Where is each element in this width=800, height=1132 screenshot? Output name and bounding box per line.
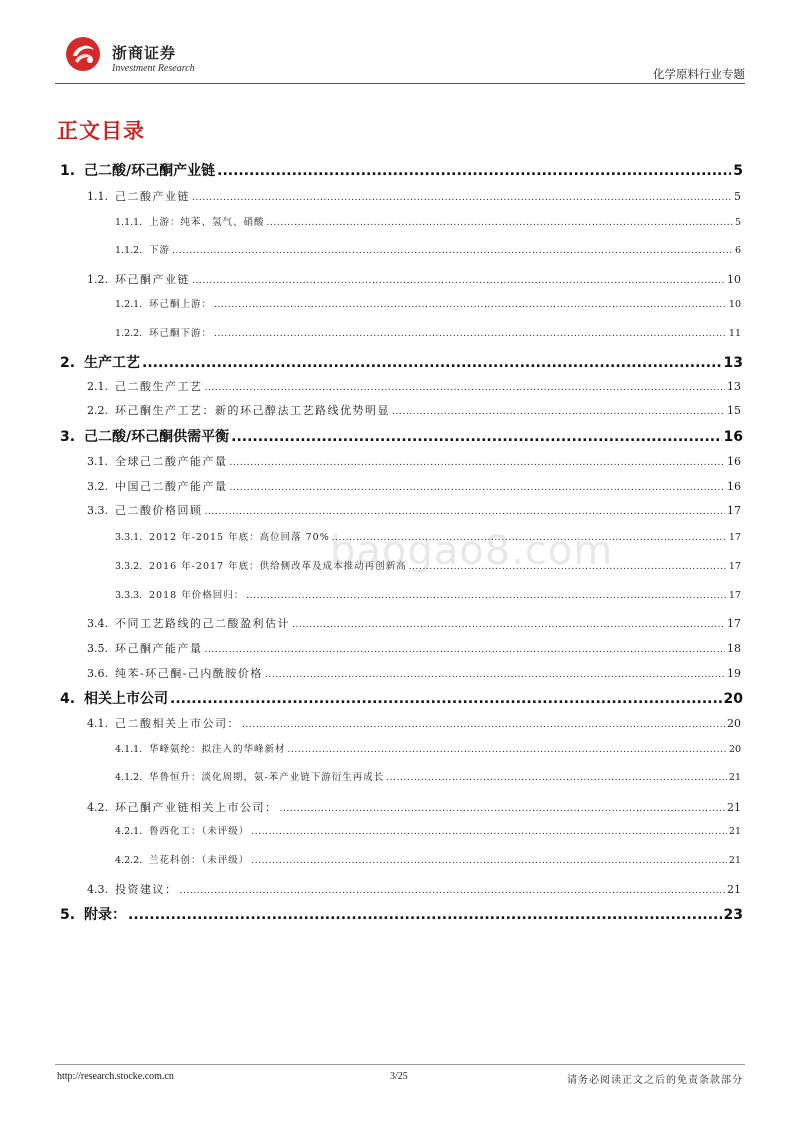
toc-entry-4-1[interactable] (87, 715, 741, 731)
toc-page-number: 5 (733, 163, 743, 179)
toc-entry-3-3[interactable] (87, 502, 741, 518)
toc-title: 环己酮产业链相关上市公司： (115, 801, 278, 814)
toc-leader (180, 883, 726, 896)
toc-title: 己二酸价格回顾 (115, 504, 203, 517)
report-series-title: 化学原料行业专题 (653, 67, 745, 81)
toc-page-number: 20 (727, 717, 741, 730)
toc-leader (142, 355, 722, 371)
toc-page-number: 13 (723, 355, 743, 371)
toc-entry-4[interactable] (60, 688, 743, 708)
toc-entry-1[interactable] (60, 160, 743, 180)
toc-page-number: 17 (728, 590, 741, 601)
toc-number: 3.3.3. (115, 590, 143, 601)
toc-leader (386, 772, 727, 783)
toc-number: 4.3. (87, 883, 108, 896)
toc-page-number: 17 (728, 532, 741, 543)
footer-url-link[interactable]: http://research.stocke.com.cn (57, 1071, 174, 1082)
toc-page-number: 21 (727, 801, 741, 814)
toc-entry-4-2[interactable] (87, 799, 741, 815)
toc-entry-3-3-3[interactable] (115, 587, 741, 601)
toc-title: 环己酮生产工艺：新的环己醇法工艺路线优势明显 (115, 404, 390, 417)
toc-number: 4.1.1. (115, 744, 143, 755)
toc-leader (288, 744, 727, 755)
toc-title: 不同工艺路线的己二酸盈利估计 (115, 617, 290, 630)
toc-leader (230, 480, 726, 493)
toc-page-number: 20 (723, 691, 743, 707)
toc-title: 2012 年-2015 年底：高位回落 70% (149, 532, 330, 543)
toc-title: 相关上市公司 (84, 691, 168, 707)
toc-page-number: 17 (727, 504, 741, 517)
toc-page-number: 19 (727, 667, 741, 680)
toc-page-number: 21 (728, 772, 741, 783)
toc-title: 华峰氨纶：拟注入的华峰新材 (149, 744, 286, 755)
header-divider (55, 83, 745, 84)
toc-number: 3.6. (87, 667, 108, 680)
toc-leader (128, 907, 722, 923)
toc-number: 5. (60, 907, 76, 923)
toc-leader (192, 190, 732, 203)
toc-number: 1.2. (87, 273, 108, 286)
toc-entry-1-2[interactable] (87, 271, 741, 287)
footer-divider (55, 1064, 745, 1065)
toc-entry-4-1-2[interactable] (115, 769, 741, 783)
toc-title: 中国己二酸产能产量 (115, 480, 228, 493)
toc-leader (192, 273, 725, 286)
toc-title: 鲁西化工：（未评级） (149, 826, 250, 837)
toc-number: 1. (60, 163, 76, 179)
toc-number: 4. (60, 691, 76, 707)
toc-entry-3-4[interactable] (87, 615, 741, 631)
toc-entry-3-6[interactable] (87, 665, 741, 681)
toc-entry-2-2[interactable] (87, 402, 741, 418)
toc-title: 全球己二酸产能产量 (115, 455, 228, 468)
logo-chinese-name: 浙商证券 (112, 44, 177, 62)
toc-title: 上游：纯苯、氢气、硝酸 (149, 217, 265, 228)
toc-number: 3.3. (87, 504, 108, 517)
toc-title: 华鲁恒升：淡化周期，氨-苯产业链下游衍生再成长 (149, 772, 385, 783)
toc-title: 纯苯-环己酮-己内酰胺价格 (115, 667, 263, 680)
logo-english-name: Investment Research (112, 63, 195, 74)
toc-title: 环己酮产能产量 (115, 642, 203, 655)
toc-number: 3.3.2. (115, 561, 143, 572)
toc-leader (172, 245, 733, 256)
toc-leader (280, 801, 726, 814)
toc-title: 环己酮上游： (149, 299, 213, 310)
toc-title: 己二酸产业链 (115, 190, 190, 203)
toc-page-number: 21 (728, 855, 741, 866)
toc-title: 2018 年价格回归： (149, 590, 245, 601)
toc-title: 己二酸生产工艺 (115, 380, 203, 393)
toc-leader (242, 717, 725, 730)
toc-page-number: 18 (727, 642, 741, 655)
toc-number: 1.1.1. (115, 217, 143, 228)
toc-number: 1.2.2. (115, 328, 143, 339)
toc-page-number: 11 (728, 328, 741, 339)
toc-page-number: 10 (728, 299, 741, 310)
toc-number: 3. (60, 429, 76, 445)
toc-page-number: 20 (728, 744, 741, 755)
toc-leader (217, 163, 731, 179)
toc-title: 己二酸/环己酮供需平衡 (84, 429, 230, 445)
toc-number: 1.1.2. (115, 245, 143, 256)
toc-title: 环己酮下游： (149, 328, 213, 339)
toc-number: 2. (60, 355, 76, 371)
toc-page-number: 6 (734, 245, 741, 256)
toc-leader (267, 217, 733, 228)
company-logo-icon (65, 36, 101, 72)
toc-leader (214, 328, 727, 339)
toc-page-number: 21 (728, 826, 741, 837)
toc-title: 己二酸相关上市公司： (115, 717, 240, 730)
toc-entry-3-1[interactable] (87, 453, 741, 469)
toc-number: 4.2. (87, 801, 108, 814)
toc-leader (265, 667, 725, 680)
toc-page-number: 21 (727, 883, 741, 896)
toc-page-number: 5 (734, 190, 741, 203)
toc-page-number: 17 (727, 617, 741, 630)
toc-entry-1-1-1[interactable] (115, 214, 741, 228)
toc-entry-2-1[interactable] (87, 378, 741, 394)
toc-title: 生产工艺 (84, 355, 140, 371)
toc-entry-3-5[interactable] (87, 640, 741, 656)
toc-page-number: 5 (734, 217, 741, 228)
toc-number: 3.5. (87, 642, 108, 655)
toc-entry-2[interactable] (60, 352, 743, 372)
toc-entry-4-2-2[interactable] (115, 852, 741, 866)
toc-entry-4-3[interactable] (87, 881, 741, 897)
toc-leader (246, 590, 727, 601)
toc-leader (205, 642, 726, 655)
toc-entry-1-1[interactable] (87, 188, 741, 204)
toc-page-number: 10 (727, 273, 741, 286)
page-number: 3/25 (390, 1071, 408, 1082)
toc-leader (205, 380, 726, 393)
toc-number: 4.1.2. (115, 772, 143, 783)
toc-title: 下游 (149, 245, 171, 256)
toc-entry-4-1-1[interactable] (115, 741, 741, 755)
toc-number: 1.1. (87, 190, 108, 203)
toc-entry-1-2-1[interactable] (115, 296, 741, 310)
page-header (55, 36, 745, 86)
toc-page-number: 16 (727, 480, 741, 493)
toc-number: 3.2. (87, 480, 108, 493)
toc-leader (251, 855, 727, 866)
toc-entry-5[interactable] (60, 904, 743, 924)
toc-number: 3.3.1. (115, 532, 143, 543)
toc-title: 投资建议： (115, 883, 178, 896)
toc-leader (170, 691, 722, 707)
toc-entry-3-2[interactable] (87, 478, 741, 494)
toc-title: 2016 年-2017 年底：供给侧改革及成本推动再创新高 (149, 561, 407, 572)
toc-leader (251, 826, 727, 837)
toc-leader (205, 504, 726, 517)
toc-number: 1.2.1. (115, 299, 143, 310)
toc-page-number: 16 (727, 455, 741, 468)
toc-number: 4.1. (87, 717, 108, 730)
toc-entry-1-1-2[interactable] (115, 242, 741, 256)
toc-leader (392, 404, 725, 417)
toc-number: 3.4. (87, 617, 108, 630)
toc-number: 2.2. (87, 404, 108, 417)
toc-title: 环己酮产业链 (115, 273, 190, 286)
toc-number: 4.2.2. (115, 855, 143, 866)
toc-leader (292, 617, 725, 630)
toc-page-number: 13 (727, 380, 741, 393)
toc-page-number: 17 (728, 561, 741, 572)
toc-entry-4-2-1[interactable] (115, 823, 741, 837)
toc-leader (214, 299, 727, 310)
toc-number: 2.1. (87, 380, 108, 393)
toc-page-number: 23 (723, 907, 743, 923)
toc-entry-1-2-2[interactable] (115, 325, 741, 339)
toc-page-number: 15 (727, 404, 741, 417)
toc-title: 兰花科创：（未评级） (149, 855, 250, 866)
toc-number: 4.2.1. (115, 826, 143, 837)
toc-title: 己二酸/环己酮产业链 (84, 163, 216, 179)
toc-leader (231, 429, 721, 445)
watermark: baogao8.com (330, 528, 614, 574)
toc-title: 附录： (84, 907, 126, 923)
toc-number: 3.1. (87, 455, 108, 468)
footer-disclaimer: 请务必阅读正文之后的免责条款部分 (567, 1075, 743, 1086)
toc-heading: 正文目录 (57, 119, 145, 143)
toc-entry-3[interactable] (60, 426, 743, 446)
toc-page-number: 16 (723, 429, 743, 445)
toc-leader (230, 455, 726, 468)
